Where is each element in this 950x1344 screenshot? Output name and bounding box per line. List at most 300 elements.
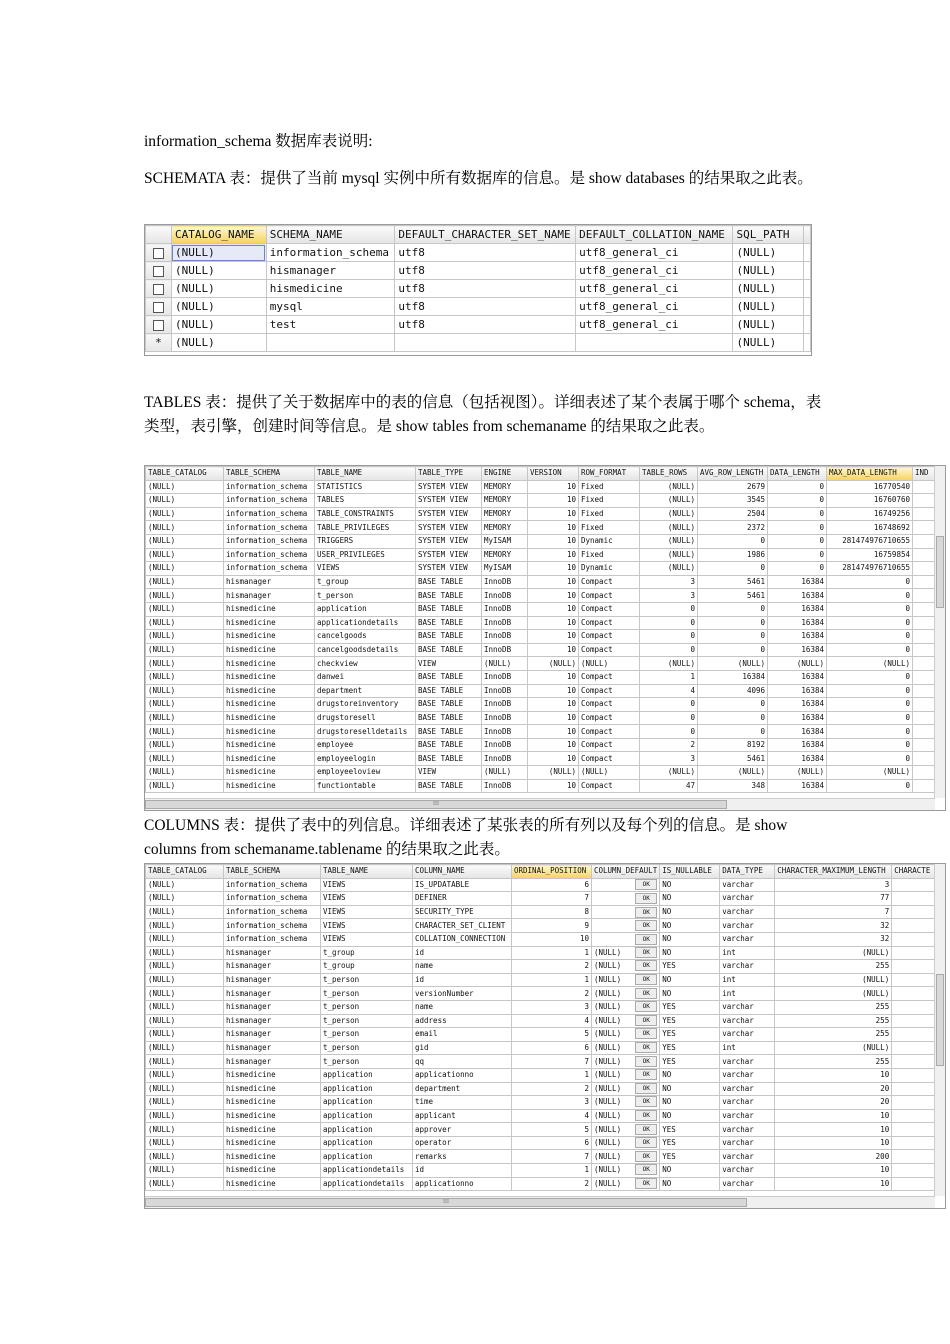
table-cell[interactable]: hismedicine	[224, 1123, 321, 1137]
table-cell[interactable]: time	[413, 1096, 512, 1110]
table-cell[interactable]: 1986	[698, 548, 768, 562]
table-row[interactable]	[146, 919, 936, 933]
table-cell[interactable]: 7	[775, 905, 892, 919]
table-row[interactable]	[146, 1082, 936, 1096]
table-cell[interactable]: 10	[528, 616, 579, 630]
table-cell[interactable]: (NULL)	[146, 919, 224, 933]
table-cell[interactable]: 255	[775, 1028, 892, 1042]
table-cell[interactable]: BASE TABLE	[416, 738, 482, 752]
table-cell[interactable]: YES	[660, 1123, 720, 1137]
table-cell[interactable]: 0	[827, 725, 913, 739]
table-cell[interactable]: varchar	[720, 1136, 775, 1150]
table-cell[interactable]: drugstoreselldetails	[315, 725, 416, 739]
table-row[interactable]	[146, 1177, 936, 1191]
table-cell[interactable]: 3	[640, 589, 698, 603]
table-cell[interactable]: 0	[640, 616, 698, 630]
table-cell[interactable]: NO	[660, 932, 720, 946]
table-cell[interactable]: (NULL)	[146, 725, 224, 739]
table-cell[interactable]: (NULL)	[640, 534, 698, 548]
table-cell[interactable]: name	[413, 1000, 512, 1014]
ok-button[interactable]: OK	[635, 947, 657, 958]
table-row[interactable]	[146, 534, 943, 548]
table-cell[interactable]: VIEW	[416, 657, 482, 671]
table-cell[interactable]: hismedicine	[224, 670, 315, 684]
table-row[interactable]	[146, 1096, 936, 1110]
table-cell[interactable]: BASE TABLE	[416, 779, 482, 793]
table-cell[interactable]: name	[413, 960, 512, 974]
table-row[interactable]	[146, 711, 943, 725]
table-cell[interactable]: applicationno	[413, 1068, 512, 1082]
table-cell[interactable]: (NULL)	[146, 1096, 224, 1110]
table-cell[interactable]: 2372	[698, 521, 768, 535]
table-cell[interactable]: (NULL)	[171, 262, 266, 280]
table-cell[interactable]: BASE TABLE	[416, 602, 482, 616]
table-cell[interactable]: id	[413, 973, 512, 987]
table-cell[interactable]: VIEWS	[321, 919, 413, 933]
table-row[interactable]	[146, 507, 943, 521]
table-cell[interactable]: application	[321, 1109, 413, 1123]
table-cell[interactable]: 1	[512, 946, 592, 960]
table-cell[interactable]: 10	[775, 1164, 892, 1178]
table-cell[interactable]: hismedicine	[224, 1068, 321, 1082]
tables-horizontal-scrollbar[interactable]	[145, 798, 935, 810]
table-cell[interactable]	[892, 1177, 936, 1191]
table-cell-default[interactable]	[592, 1000, 660, 1014]
ok-button[interactable]: OK	[635, 1042, 657, 1053]
table-cell[interactable]: SYSTEM VIEW	[416, 507, 482, 521]
table-cell[interactable]: Compact	[579, 630, 640, 644]
table-cell[interactable]: varchar	[720, 1123, 775, 1137]
table-cell[interactable]: 0	[827, 616, 913, 630]
table-cell[interactable]: InnoDB	[482, 616, 528, 630]
table-cell[interactable]: varchar	[720, 1177, 775, 1191]
row-checkbox[interactable]	[153, 302, 164, 313]
table-cell[interactable]: varchar	[720, 1028, 775, 1042]
table-cell[interactable]: hismedicine	[224, 1109, 321, 1123]
table-cell[interactable]: YES	[660, 1028, 720, 1042]
table-cell[interactable]: hismanager	[224, 973, 321, 987]
table-cell[interactable]: information_schema	[224, 507, 315, 521]
table-cell[interactable]: (NULL)	[733, 244, 804, 262]
table-cell[interactable]: (NULL)	[146, 684, 224, 698]
table-cell[interactable]: 0	[698, 602, 768, 616]
table-cell[interactable]	[892, 1136, 936, 1150]
table-cell[interactable]: NO	[660, 1164, 720, 1178]
column-header[interactable]: TABLE_CATALOG	[146, 865, 224, 879]
table-row[interactable]	[146, 973, 936, 987]
table-cell[interactable]: (NULL)	[146, 602, 224, 616]
table-cell[interactable]: hismedicine	[224, 779, 315, 793]
table-cell-default[interactable]	[592, 1055, 660, 1069]
table-cell[interactable]: information_schema	[224, 480, 315, 494]
row-checkbox[interactable]	[153, 248, 164, 259]
ok-button[interactable]: OK	[635, 1110, 657, 1121]
table-cell[interactable]: 0	[827, 698, 913, 712]
table-cell[interactable]: (NULL)	[146, 1055, 224, 1069]
table-cell[interactable]: 0	[827, 711, 913, 725]
table-cell[interactable]: 2504	[698, 507, 768, 521]
table-cell[interactable]: 10	[528, 575, 579, 589]
table-cell[interactable]: 16384	[698, 670, 768, 684]
table-cell[interactable]: t_person	[321, 1055, 413, 1069]
table-cell[interactable]: Compact	[579, 711, 640, 725]
table-cell[interactable]: 10	[528, 684, 579, 698]
table-cell[interactable]: information_schema	[224, 932, 321, 946]
table-cell[interactable]: 0	[827, 575, 913, 589]
column-header[interactable]: TABLE_SCHEMA	[224, 865, 321, 879]
table-cell[interactable]: hismanager	[224, 1000, 321, 1014]
table-cell[interactable]	[892, 905, 936, 919]
table-cell[interactable]: (NULL)	[146, 616, 224, 630]
ok-button[interactable]: OK	[635, 1164, 657, 1175]
table-cell[interactable]: 3	[640, 575, 698, 589]
table-cell[interactable]: Fixed	[579, 480, 640, 494]
ok-button[interactable]: OK	[635, 879, 657, 890]
table-cell[interactable]: checkview	[315, 657, 416, 671]
table-cell[interactable]: 5461	[698, 589, 768, 603]
table-cell[interactable]: (NULL)	[146, 630, 224, 644]
table-cell[interactable]: qq	[413, 1055, 512, 1069]
table-cell[interactable]	[395, 334, 576, 352]
table-cell[interactable]: 16384	[768, 698, 827, 712]
table-row[interactable]	[146, 684, 943, 698]
table-cell[interactable]: NO	[660, 1096, 720, 1110]
table-cell[interactable]: (NULL)	[146, 738, 224, 752]
table-cell[interactable]: (NULL)	[640, 507, 698, 521]
table-cell[interactable]: 10	[528, 602, 579, 616]
table-cell-default[interactable]	[592, 960, 660, 974]
table-cell-default[interactable]	[592, 932, 660, 946]
table-cell[interactable]: utf8	[395, 298, 576, 316]
table-cell[interactable]: 255	[775, 1014, 892, 1028]
table-cell[interactable]: SYSTEM VIEW	[416, 494, 482, 508]
table-cell[interactable]: VIEWS	[321, 878, 413, 892]
table-cell[interactable]: 10	[512, 932, 592, 946]
table-cell[interactable]: 77	[775, 892, 892, 906]
table-cell[interactable]: MyISAM	[482, 562, 528, 576]
table-cell[interactable]: (NULL)	[171, 316, 266, 334]
table-cell[interactable]: 1	[640, 670, 698, 684]
column-header[interactable]: TABLE_ROWS	[640, 467, 698, 481]
column-header[interactable]: ORDINAL_POSITION	[512, 865, 592, 879]
table-cell[interactable]: address	[413, 1014, 512, 1028]
table-cell[interactable]: (NULL)	[146, 494, 224, 508]
table-cell[interactable]: utf8_general_ci	[576, 244, 733, 262]
table-cell[interactable]: (NULL)	[146, 878, 224, 892]
column-header[interactable]: MAX_DATA_LENGTH	[827, 467, 913, 481]
table-cell-default[interactable]	[592, 892, 660, 906]
table-cell[interactable]: NO	[660, 878, 720, 892]
table-cell[interactable]: InnoDB	[482, 698, 528, 712]
table-cell[interactable]: varchar	[720, 1096, 775, 1110]
table-cell[interactable]: (NULL)	[146, 946, 224, 960]
table-cell[interactable]: NO	[660, 905, 720, 919]
table-cell-default[interactable]	[592, 1177, 660, 1191]
table-cell[interactable]: SYSTEM VIEW	[416, 480, 482, 494]
table-row[interactable]	[146, 643, 943, 657]
table-cell[interactable]: 2679	[698, 480, 768, 494]
table-cell[interactable]: TABLES	[315, 494, 416, 508]
table-cell[interactable]: Fixed	[579, 548, 640, 562]
columns-result-grid[interactable]	[144, 863, 946, 1209]
table-cell[interactable]: 0	[768, 548, 827, 562]
table-cell[interactable]: application	[321, 1082, 413, 1096]
table-cell[interactable]: 3	[512, 1000, 592, 1014]
ok-button[interactable]: OK	[635, 1083, 657, 1094]
table-cell[interactable]: (NULL)	[528, 657, 579, 671]
table-cell[interactable]: 1	[512, 1164, 592, 1178]
table-cell[interactable]: Fixed	[579, 507, 640, 521]
table-cell[interactable]: 47	[640, 779, 698, 793]
table-cell[interactable]	[892, 1109, 936, 1123]
table-cell[interactable]: 0	[698, 643, 768, 657]
table-row[interactable]	[146, 1014, 936, 1028]
table-cell[interactable]	[892, 932, 936, 946]
table-cell[interactable]: (NULL)	[733, 316, 804, 334]
ok-button[interactable]: OK	[635, 1001, 657, 1012]
table-cell[interactable]: InnoDB	[482, 684, 528, 698]
table-cell[interactable]: application	[321, 1068, 413, 1082]
table-cell[interactable]: 10	[775, 1136, 892, 1150]
table-row[interactable]	[146, 616, 943, 630]
table-row[interactable]	[146, 280, 811, 298]
table-cell[interactable]: 10	[528, 711, 579, 725]
table-row[interactable]	[146, 1000, 936, 1014]
table-cell[interactable]: applicationdetails	[315, 616, 416, 630]
table-cell[interactable]: 16384	[768, 725, 827, 739]
table-cell[interactable]: Fixed	[579, 494, 640, 508]
table-cell[interactable]: (NULL)	[146, 932, 224, 946]
table-cell[interactable]: 16384	[768, 575, 827, 589]
table-cell[interactable]: 10	[528, 589, 579, 603]
table-cell[interactable]: cancelgoods	[315, 630, 416, 644]
table-cell[interactable]: hismanager	[224, 1041, 321, 1055]
ok-button[interactable]: OK	[635, 988, 657, 999]
row-checkbox[interactable]	[153, 266, 164, 277]
table-cell[interactable]: employeeloview	[315, 766, 416, 780]
table-cell[interactable]: MEMORY	[482, 480, 528, 494]
table-cell[interactable]	[892, 946, 936, 960]
table-cell[interactable]: hismedicine	[224, 1136, 321, 1150]
scroll-thumb[interactable]	[936, 974, 944, 1066]
ok-button[interactable]: OK	[635, 1069, 657, 1080]
table-cell[interactable]: Compact	[579, 752, 640, 766]
table-cell[interactable]	[892, 1055, 936, 1069]
column-header[interactable]: TABLE_NAME	[321, 865, 413, 879]
tables-result-grid[interactable]	[144, 465, 946, 811]
table-cell[interactable]: int	[720, 973, 775, 987]
table-row[interactable]	[146, 1055, 936, 1069]
table-cell[interactable]: 0	[768, 562, 827, 576]
table-cell[interactable]: NO	[660, 892, 720, 906]
table-cell[interactable]: varchar	[720, 905, 775, 919]
table-cell[interactable]: (NULL)	[640, 766, 698, 780]
table-cell[interactable]: 6	[512, 1136, 592, 1150]
table-cell[interactable]	[892, 892, 936, 906]
table-cell[interactable]: application	[321, 1136, 413, 1150]
table-cell[interactable]: (NULL)	[640, 657, 698, 671]
table-cell[interactable]: (NULL)	[579, 657, 640, 671]
table-cell[interactable]: Compact	[579, 575, 640, 589]
table-cell[interactable]: (NULL)	[827, 766, 913, 780]
scroll-thumb[interactable]	[936, 536, 944, 608]
table-cell[interactable]: application	[321, 1096, 413, 1110]
table-cell[interactable]: Compact	[579, 684, 640, 698]
table-cell[interactable]: 7	[512, 892, 592, 906]
table-cell[interactable]: 10	[528, 643, 579, 657]
table-cell[interactable]: hismedicine	[224, 657, 315, 671]
table-cell[interactable]: 16384	[768, 779, 827, 793]
row-selector[interactable]	[146, 280, 172, 298]
table-cell[interactable]: (NULL)	[640, 548, 698, 562]
table-cell[interactable]: InnoDB	[482, 752, 528, 766]
table-cell[interactable]: functiontable	[315, 779, 416, 793]
table-cell[interactable]: TRIGGERS	[315, 534, 416, 548]
scroll-thumb[interactable]: III	[145, 800, 727, 809]
column-header[interactable]: TABLE_SCHEMA	[224, 467, 315, 481]
table-cell[interactable]: varchar	[720, 960, 775, 974]
table-cell[interactable]	[892, 1123, 936, 1137]
table-cell[interactable]: InnoDB	[482, 589, 528, 603]
table-cell-default[interactable]	[592, 1041, 660, 1055]
table-cell[interactable]: 2	[512, 987, 592, 1001]
table-cell[interactable]: (NULL)	[146, 562, 224, 576]
table-cell-default[interactable]	[592, 878, 660, 892]
table-cell[interactable]: Fixed	[579, 521, 640, 535]
table-cell[interactable]: (NULL)	[146, 1014, 224, 1028]
table-cell[interactable]: 16384	[768, 589, 827, 603]
table-cell[interactable]: 2	[640, 738, 698, 752]
table-cell[interactable]: (NULL)	[733, 262, 804, 280]
table-cell[interactable]: 10	[775, 1068, 892, 1082]
column-header[interactable]: CHARACTER_MAXIMUM_LENGTH	[775, 865, 892, 879]
table-cell[interactable]: 0	[698, 698, 768, 712]
row-checkbox[interactable]	[153, 320, 164, 331]
column-header[interactable]: COLUMN_DEFAULT	[592, 865, 660, 879]
table-cell[interactable]: hismanager	[224, 1055, 321, 1069]
table-cell[interactable]: MyISAM	[482, 534, 528, 548]
table-cell[interactable]: 0	[640, 725, 698, 739]
table-cell[interactable]: 0	[827, 630, 913, 644]
table-row[interactable]	[146, 670, 943, 684]
table-cell[interactable]: hismedicine	[224, 752, 315, 766]
table-cell[interactable]: (NULL)	[482, 766, 528, 780]
table-cell[interactable]: information_schema	[266, 244, 395, 262]
table-cell[interactable]: 16759854	[827, 548, 913, 562]
column-header[interactable]: VERSION	[528, 467, 579, 481]
table-cell[interactable]: MEMORY	[482, 494, 528, 508]
table-cell[interactable]: hismanager	[266, 262, 395, 280]
table-cell[interactable]	[892, 973, 936, 987]
table-cell[interactable]: (NULL)	[146, 670, 224, 684]
column-header[interactable]: TABLE_NAME	[315, 467, 416, 481]
table-cell[interactable]: 16384	[768, 616, 827, 630]
table-cell[interactable]: (NULL)	[146, 1000, 224, 1014]
table-row[interactable]	[146, 1109, 936, 1123]
ok-button[interactable]: OK	[635, 1028, 657, 1039]
row-selector[interactable]	[146, 316, 172, 334]
table-cell[interactable]: remarks	[413, 1150, 512, 1164]
table-row[interactable]	[146, 766, 943, 780]
table-row[interactable]	[146, 657, 943, 671]
table-cell[interactable]: NO	[660, 1068, 720, 1082]
table-cell[interactable]: 16384	[768, 630, 827, 644]
table-cell[interactable]: hismedicine	[224, 725, 315, 739]
table-cell[interactable]: MEMORY	[482, 507, 528, 521]
table-cell[interactable]: department	[315, 684, 416, 698]
table-cell[interactable]: information_schema	[224, 562, 315, 576]
table-cell[interactable]: 16384	[768, 684, 827, 698]
table-cell[interactable]: (NULL)	[146, 752, 224, 766]
ok-button[interactable]: OK	[635, 1015, 657, 1026]
table-row[interactable]	[146, 1150, 936, 1164]
table-cell[interactable]: BASE TABLE	[416, 616, 482, 630]
table-cell[interactable]: varchar	[720, 878, 775, 892]
table-cell[interactable]: varchar	[720, 1109, 775, 1123]
table-row[interactable]	[146, 548, 943, 562]
table-cell[interactable]	[892, 1041, 936, 1055]
table-cell[interactable]: (NULL)	[171, 334, 266, 352]
table-cell[interactable]: 10	[528, 494, 579, 508]
table-cell[interactable]	[892, 919, 936, 933]
table-cell[interactable]	[892, 1164, 936, 1178]
table-cell[interactable]: 10	[528, 562, 579, 576]
table-cell-default[interactable]	[592, 973, 660, 987]
table-cell[interactable]: 3	[512, 1096, 592, 1110]
table-cell[interactable]: 6	[512, 878, 592, 892]
table-cell[interactable]: YES	[660, 1055, 720, 1069]
table-cell[interactable]: YES	[660, 1014, 720, 1028]
table-cell[interactable]: 3545	[698, 494, 768, 508]
table-row[interactable]	[146, 1136, 936, 1150]
table-cell[interactable]: 16384	[768, 602, 827, 616]
table-cell[interactable]	[892, 1068, 936, 1082]
table-cell[interactable]: (NULL)	[528, 766, 579, 780]
table-cell[interactable]: approver	[413, 1123, 512, 1137]
table-cell-default[interactable]	[592, 1096, 660, 1110]
table-row[interactable]	[146, 575, 943, 589]
table-cell[interactable]: utf8_general_ci	[576, 298, 733, 316]
table-cell[interactable]: (NULL)	[146, 1041, 224, 1055]
table-cell[interactable]: 0	[768, 534, 827, 548]
table-cell[interactable]: 0	[827, 602, 913, 616]
table-cell[interactable]: department	[413, 1082, 512, 1096]
table-cell[interactable]: Dynamic	[579, 534, 640, 548]
table-cell[interactable]	[892, 1000, 936, 1014]
table-cell[interactable]: 281474976710655	[827, 562, 913, 576]
ok-button[interactable]: OK	[635, 920, 657, 931]
table-cell[interactable]: hismedicine	[224, 1164, 321, 1178]
table-cell[interactable]: 16384	[768, 711, 827, 725]
table-cell[interactable]: 10	[528, 521, 579, 535]
table-cell[interactable]: 10	[528, 534, 579, 548]
table-cell[interactable]: t_group	[321, 960, 413, 974]
table-cell[interactable]: Compact	[579, 616, 640, 630]
table-cell[interactable]: 281474976710655	[827, 534, 913, 548]
table-row[interactable]	[146, 878, 936, 892]
table-cell[interactable]: hismedicine	[224, 1096, 321, 1110]
row-selector[interactable]	[146, 262, 172, 280]
tables-vertical-scrollbar[interactable]	[934, 466, 945, 798]
table-cell[interactable]: (NULL)	[640, 562, 698, 576]
columns-horizontal-scrollbar[interactable]	[145, 1196, 935, 1208]
table-cell[interactable]: 32	[775, 919, 892, 933]
table-row[interactable]	[146, 494, 943, 508]
table-row[interactable]	[146, 752, 943, 766]
table-cell[interactable]: 3	[775, 878, 892, 892]
table-cell[interactable]: NO	[660, 1082, 720, 1096]
table-cell[interactable]: varchar	[720, 932, 775, 946]
